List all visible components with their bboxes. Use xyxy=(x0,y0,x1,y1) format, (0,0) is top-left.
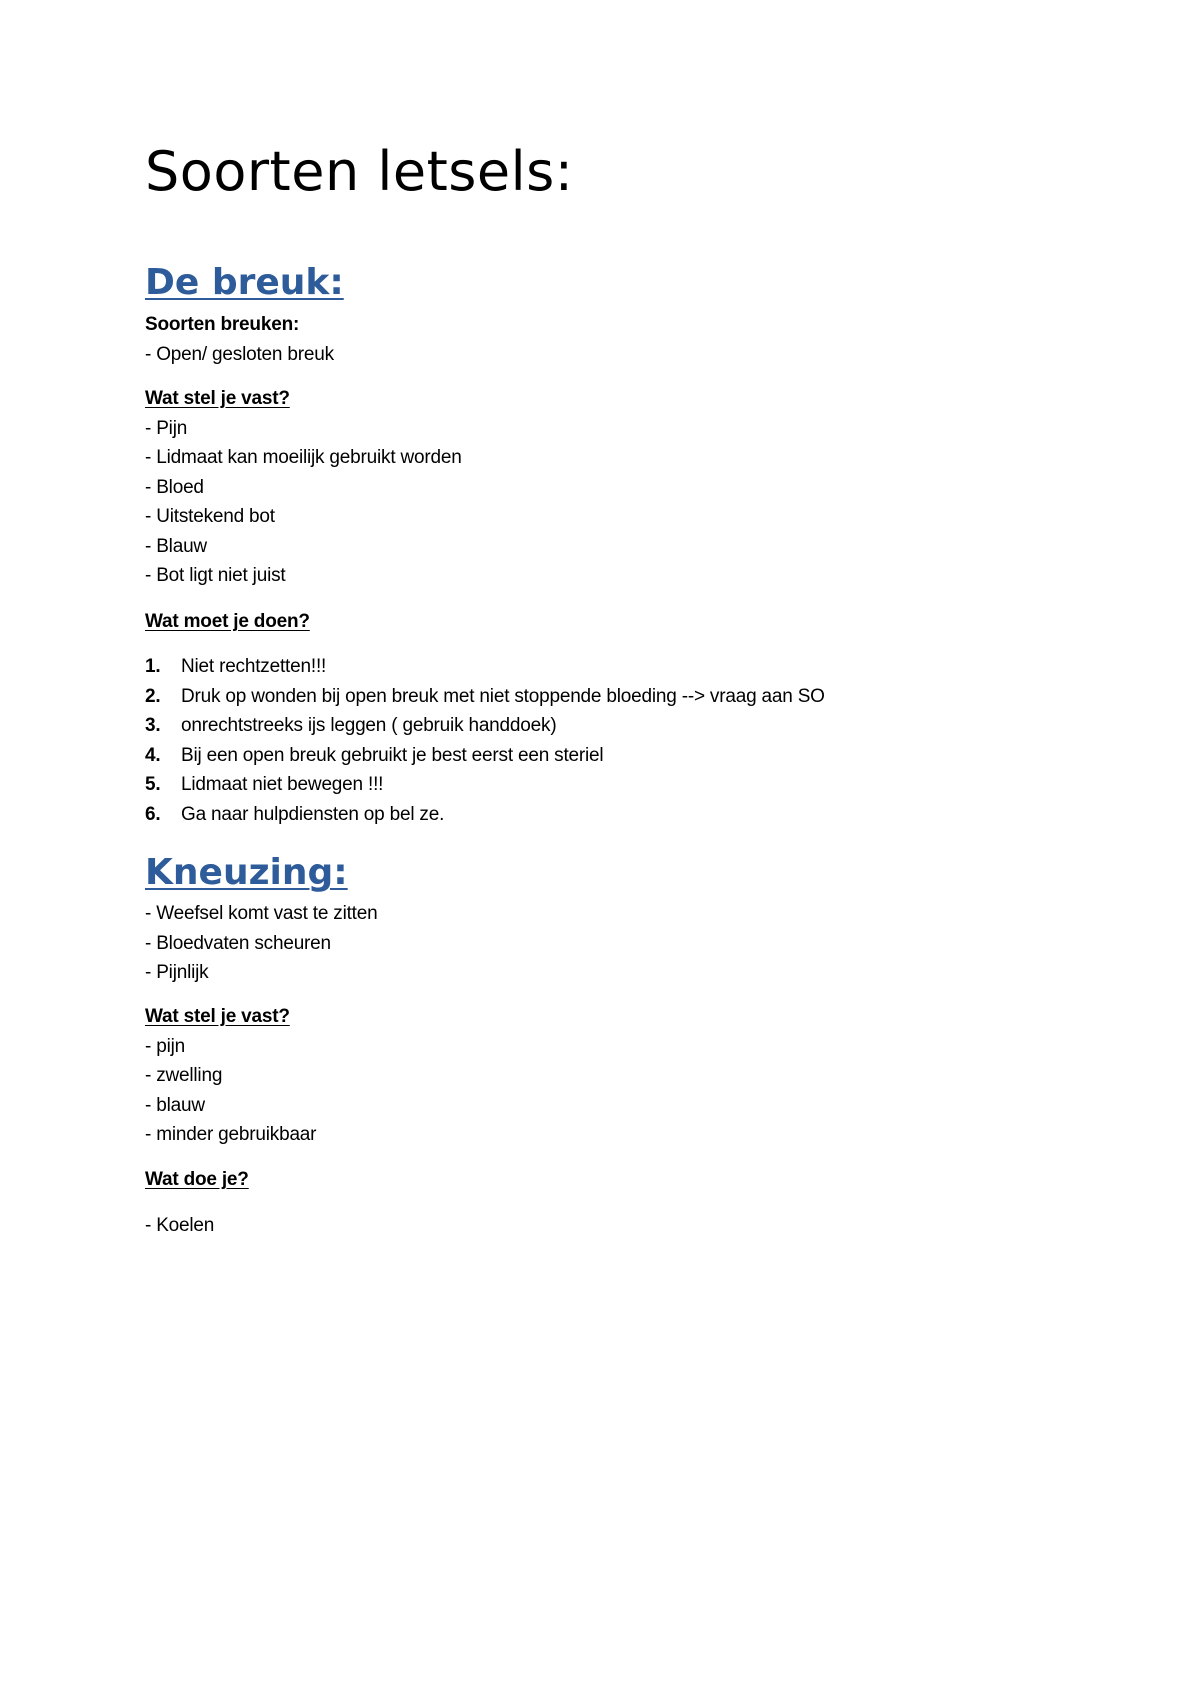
subheading-soorten-breuken: Soorten breuken: xyxy=(145,314,300,335)
list-item: - Bot ligt niet juist xyxy=(145,565,286,586)
numbered-list-item xyxy=(145,682,1105,712)
list-item: - zwelling xyxy=(145,1065,223,1086)
section-kneuzing-vaststellen xyxy=(145,1002,1105,1150)
list-item: - Bloed xyxy=(145,476,204,498)
section-breuk-types xyxy=(145,310,1105,369)
list-item: - Lidmaat kan moeilijk gebruikt worden xyxy=(145,447,462,468)
list-text: Lidmaat niet bewegen !!! xyxy=(181,774,384,795)
list-text: Druk op wonden bij open breuk met niet stoppende bloeding --> vraag aan SO xyxy=(181,685,825,707)
numbered-list-item xyxy=(145,652,1105,682)
list-item: - Pijn xyxy=(145,417,188,439)
numbered-list-item xyxy=(145,741,1105,771)
list-kneuzing-doen xyxy=(145,1211,1105,1241)
list-number: 5. xyxy=(145,774,161,795)
section-breuk-vaststellen xyxy=(145,384,1105,591)
heading-kneuzing: Kneuzing: xyxy=(145,852,348,893)
page-title: Soorten letsels: xyxy=(145,140,574,203)
section-kneuzing-description xyxy=(145,899,1105,988)
subheading-wat-moet-je-doen: Wat moet je doen? xyxy=(145,611,310,632)
numbered-list-item xyxy=(145,711,1105,741)
list-item: - Uitstekend bot xyxy=(145,506,275,527)
list-text: Ga naar hulpdiensten op bel ze. xyxy=(181,803,445,825)
numbered-list-item xyxy=(145,770,1105,800)
list-number: 3. xyxy=(145,715,161,736)
subheading-wat-stel-je-vast: Wat stel je vast? xyxy=(145,388,290,409)
list-item: - Koelen xyxy=(145,1215,215,1236)
list-number: 4. xyxy=(145,744,161,766)
list-item: - blauw xyxy=(145,1094,205,1116)
list-text: onrechtstreeks ijs leggen ( gebruik handdoek) xyxy=(181,715,557,736)
heading-breuk: De breuk: xyxy=(145,262,344,303)
list-item: - Bloedvaten scheuren xyxy=(145,932,331,954)
list-item: - minder gebruikbaar xyxy=(145,1124,317,1145)
section-breuk-doen-heading xyxy=(145,607,1105,637)
list-item: - Weefsel komt vast te zitten xyxy=(145,903,378,924)
list-item: - pijn xyxy=(145,1035,185,1057)
list-number: 6. xyxy=(145,803,161,825)
subheading-wat-stel-je-vast: Wat stel je vast? xyxy=(145,1006,290,1027)
list-item: - Blauw xyxy=(145,535,207,557)
numbered-list-breuk-doen xyxy=(145,652,1105,829)
list-item: - Pijnlijk xyxy=(145,962,209,983)
list-item: - Open/ gesloten breuk xyxy=(145,343,334,365)
list-number: 2. xyxy=(145,685,161,707)
list-text: Niet rechtzetten!!! xyxy=(181,656,327,677)
numbered-list-item xyxy=(145,800,1105,830)
list-text: Bij een open breuk gebruikt je best eerst een steriel xyxy=(181,744,604,766)
subheading-wat-doe-je: Wat doe je? xyxy=(145,1169,249,1190)
section-kneuzing-doen xyxy=(145,1165,1105,1195)
list-number: 1. xyxy=(145,656,161,677)
